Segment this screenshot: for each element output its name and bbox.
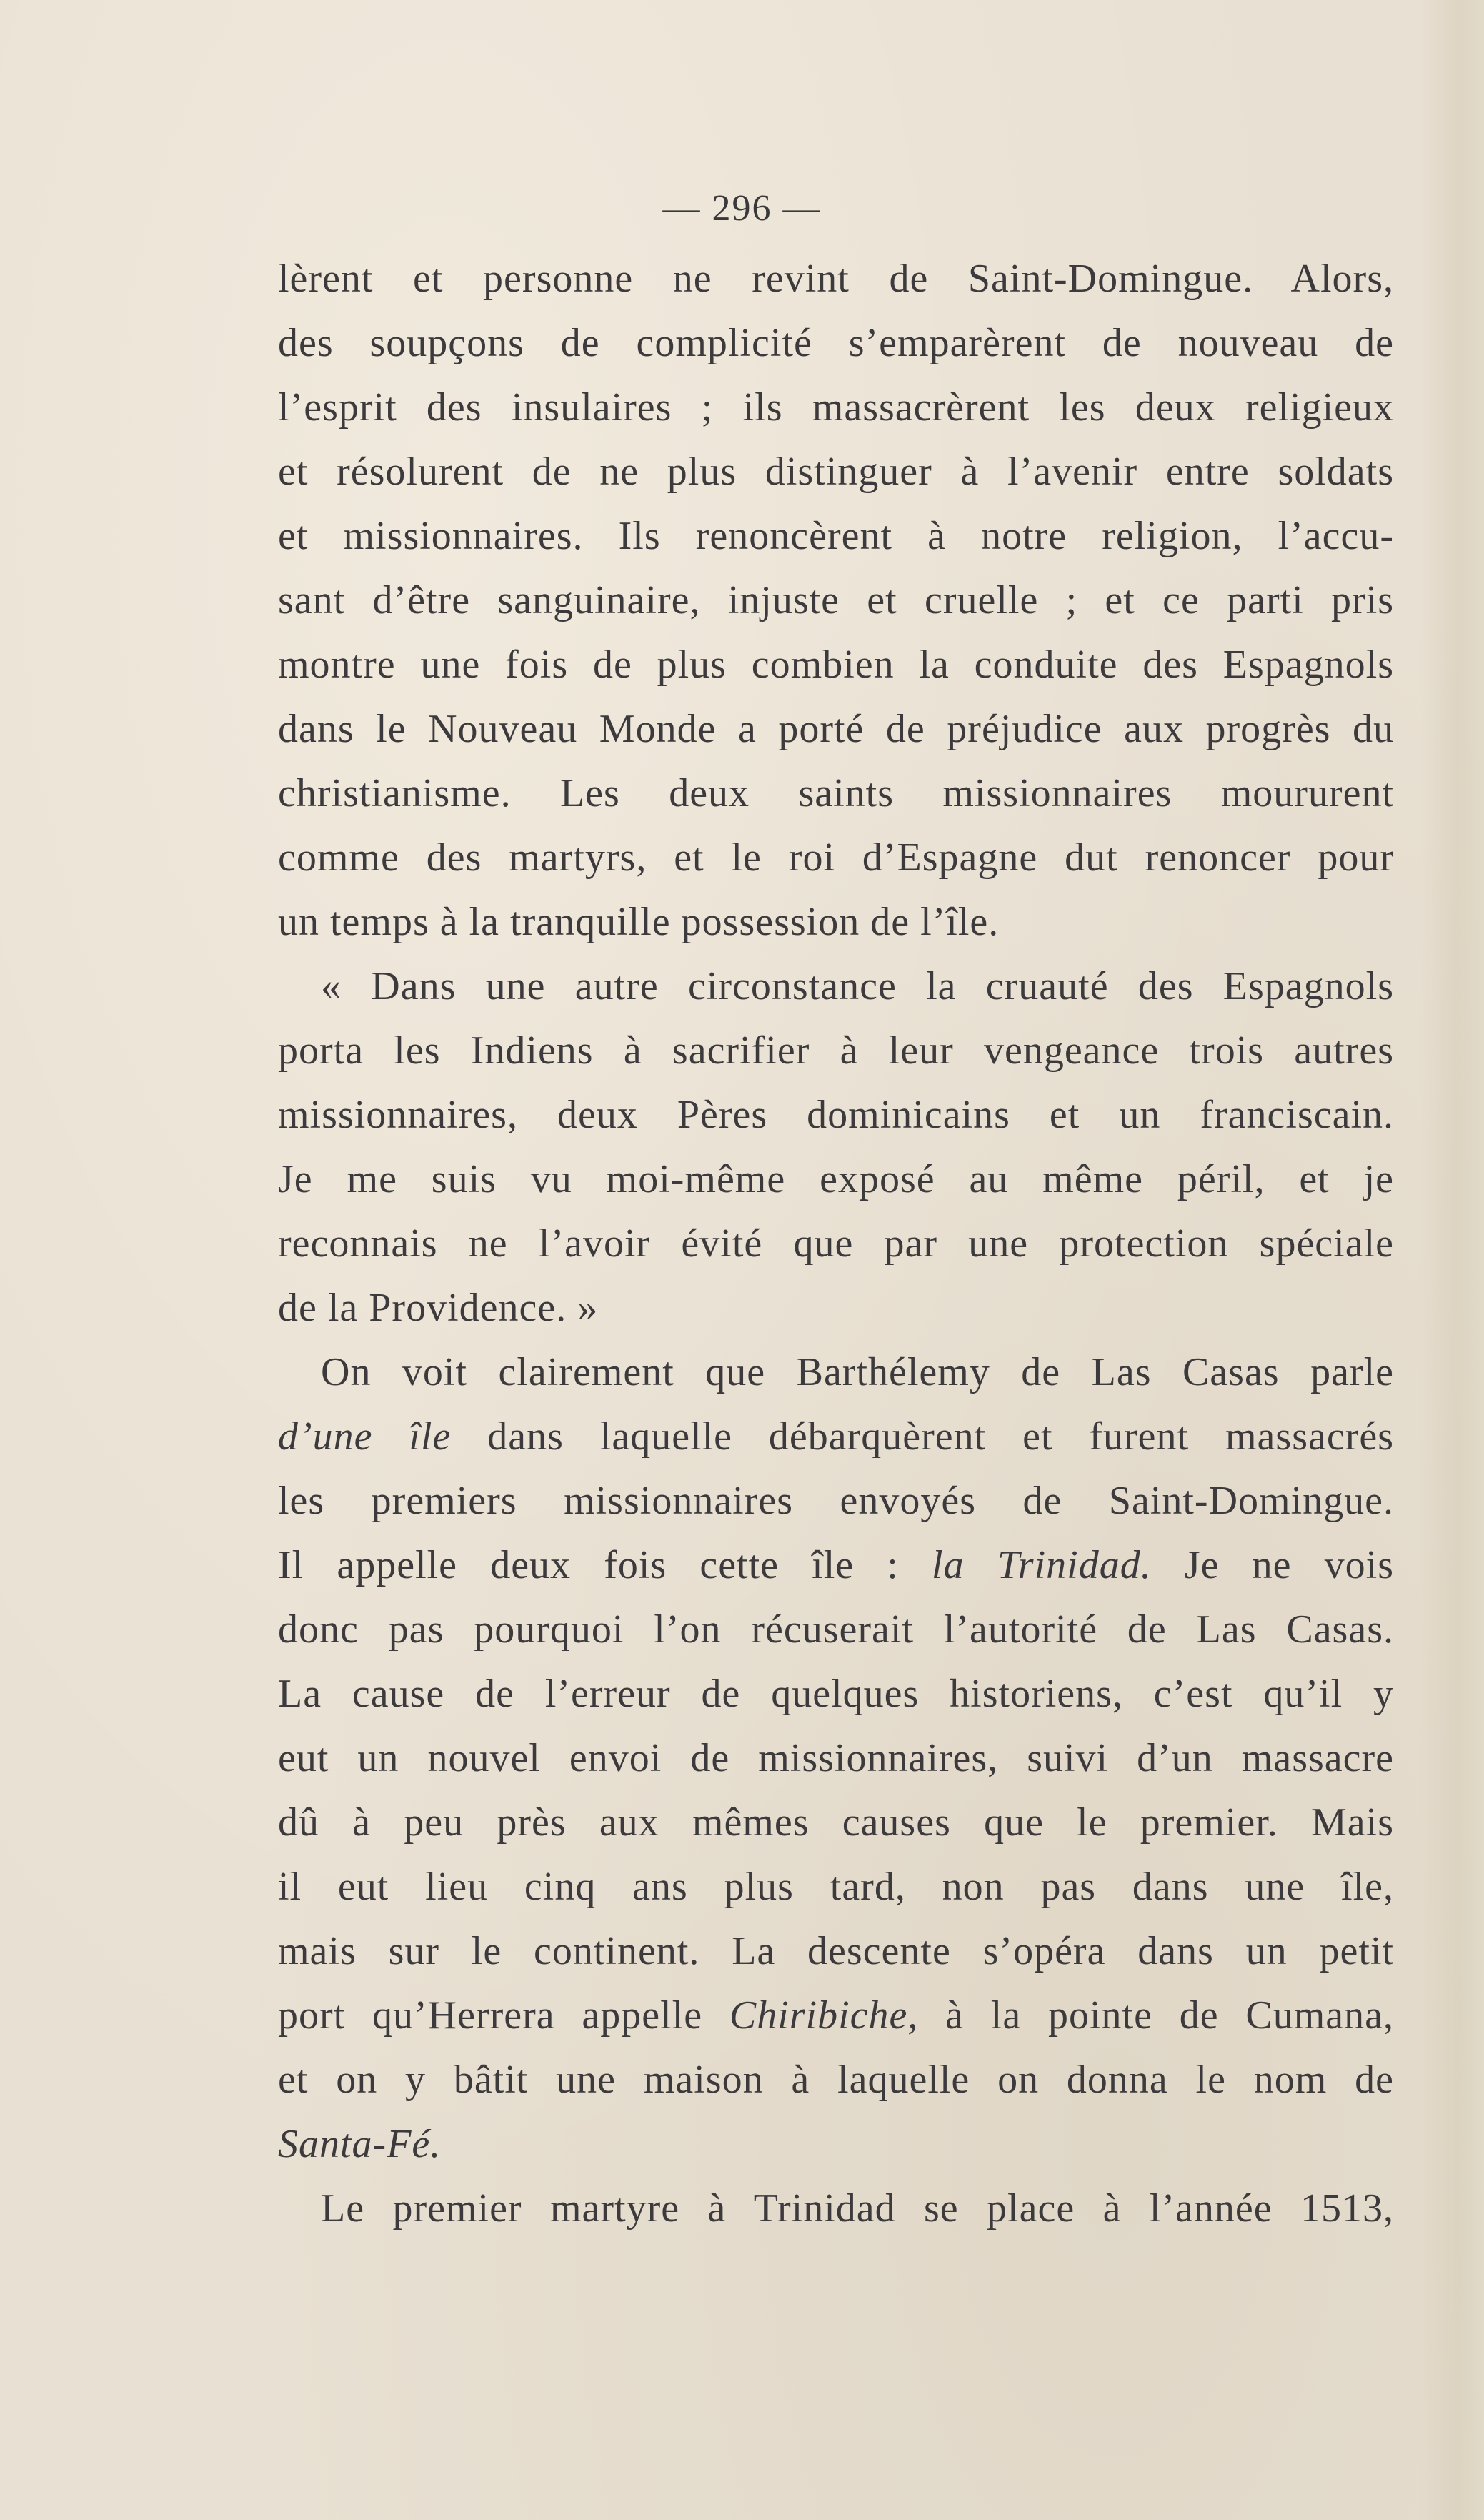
text-line [278,247,1394,311]
text-segment: missionnaires, deux Pères dominicains et un franciscain. [278,1093,1394,1137]
text-line [278,1662,1394,1726]
text-line [278,633,1394,697]
text-line [278,1855,1394,1919]
italic-text: Chiribiche, [729,1993,919,2038]
text-line [278,1211,1394,1276]
text-line [278,504,1394,568]
italic-text: Santa-Fé. [278,2122,442,2166]
text-segment: eut un nouvel envoi de missionnaires, suivi d’un massacre [278,1736,1394,1780]
italic-text: la Trinidad. [932,1543,1152,1587]
text-line [278,1404,1394,1469]
text-segment: Je me suis vu moi-même exposé au même péril, et je [278,1157,1394,1201]
text-line [278,1919,1394,1983]
text-segment: il eut lieu cinq ans plus tard, non pas dans une île, [278,1865,1394,1909]
text-line [278,2176,1394,2241]
text-line [278,1726,1394,1790]
text-line [278,1533,1394,1597]
text-line [278,1276,1394,1340]
text-segment: et résolurent de ne plus distinguer à l’avenir entre soldats [278,450,1394,494]
text-segment: reconnais ne l’avoir évité que par une protection spéciale [278,1221,1394,1266]
text-line [278,954,1394,1018]
text-segment: Je ne vois [1151,1543,1395,1587]
text-segment: sant d’être sanguinaire, injuste et cruelle ; et ce parti pris [278,578,1394,622]
italic-text: d’une île [278,1414,452,1459]
text-segment: de la Providence. » [278,1286,599,1330]
text-segment: « Dans une autre circonstance la cruauté des Espagnols [321,964,1394,1008]
text-segment: lèrent et personne ne revint de Saint-Domingue. Alors, [278,257,1394,301]
text-line [278,1083,1394,1147]
text-segment: l’esprit des insulaires ; ils massacrèrent les deux religieux [278,385,1394,430]
text-segment: Le premier martyre à Trinidad se place à l’année 1513, [321,2186,1394,2231]
text-segment: dû à peu près aux mêmes causes que le premier. Mais [278,1800,1394,1845]
text-segment: port qu’Herrera appelle [278,1993,729,2038]
text-line [278,2048,1394,2112]
body-text [278,247,1394,2241]
text-segment: christianisme. Les deux saints missionnaires moururent [278,771,1394,815]
text-segment: les premiers missionnaires envoyés de Saint-Domingue. [278,1479,1394,1523]
text-segment: donc pas pourquoi l’on récuserait l’autorité de Las Casas. [278,1607,1394,1652]
text-segment: dans le Nouveau Monde a porté de préjudice aux progrès du [278,707,1394,751]
text-segment: un temps à la tranquille possession de l’île. [278,900,1000,944]
text-line [278,825,1394,890]
text-line [278,311,1394,375]
text-line [278,1790,1394,1855]
text-segment: La cause de l’erreur de quelques historiens, c’est qu’il y [278,1672,1394,1716]
page-edge-shadow [1420,0,1484,2520]
text-line [278,2112,1394,2176]
text-segment: comme des martyrs, et le roi d’Espagne dut renoncer pour [278,835,1394,880]
text-segment: et on y bâtit une maison à laquelle on donna le nom de [278,2058,1394,2102]
text-line [278,1147,1394,1211]
text-segment: et missionnaires. Ils renoncèrent à notre religion, l’accu- [278,514,1394,558]
page-number: — 296 — [662,188,822,229]
text-segment: dans laquelle débarquèrent et furent massacrés [451,1414,1394,1459]
text-segment: porta les Indiens à sacrifier à leur vengeance trois autres [278,1028,1394,1073]
text-line [278,1340,1394,1404]
text-line [278,1597,1394,1662]
text-line [278,697,1394,761]
text-line [278,1469,1394,1533]
text-segment: montre une fois de plus combien la conduite des Espagnols [278,643,1394,687]
text-line [278,375,1394,440]
text-line [278,440,1394,504]
text-line [278,1018,1394,1083]
text-segment: mais sur le continent. La descente s’opéra dans un petit [278,1929,1394,1973]
text-line [278,1983,1394,2048]
text-line [278,761,1394,825]
text-segment: On voit clairement que Barthélemy de Las Casas parle [321,1350,1394,1394]
text-line [278,568,1394,633]
text-segment: à la pointe de Cumana, [918,1993,1394,2038]
text-line [278,890,1394,954]
text-segment: Il appelle deux fois cette île : [278,1543,932,1587]
text-segment: des soupçons de complicité s’emparèrent de nouveau de [278,321,1394,365]
